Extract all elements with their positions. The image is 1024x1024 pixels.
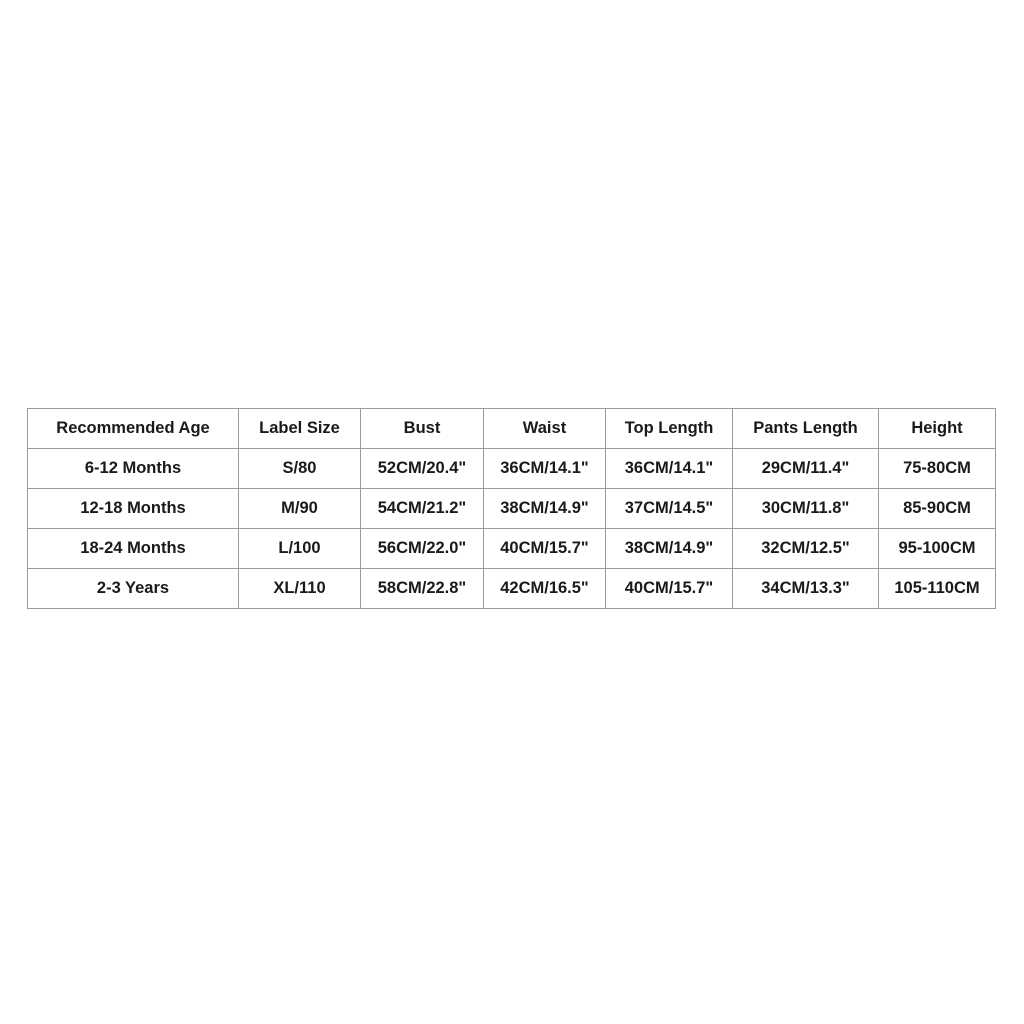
cell-height: 85-90CM (879, 489, 996, 529)
cell-waist: 40CM/15.7" (484, 529, 606, 569)
cell-top-length: 37CM/14.5" (606, 489, 733, 529)
cell-waist: 36CM/14.1" (484, 449, 606, 489)
table-header (28, 409, 996, 449)
table-row (28, 569, 996, 609)
cell-label-size: M/90 (239, 489, 361, 529)
cell-waist: 42CM/16.5" (484, 569, 606, 609)
header-top-length: Top Length (606, 409, 733, 449)
header-bust: Bust (361, 409, 484, 449)
cell-bust: 52CM/20.4" (361, 449, 484, 489)
cell-height: 95-100CM (879, 529, 996, 569)
header-row (28, 409, 996, 449)
cell-height: 105-110CM (879, 569, 996, 609)
cell-top-length: 36CM/14.1" (606, 449, 733, 489)
size-chart-table (27, 408, 996, 609)
cell-bust: 54CM/21.2" (361, 489, 484, 529)
header-recommended-age: Recommended Age (28, 409, 239, 449)
header-label-size: Label Size (239, 409, 361, 449)
header-pants-length: Pants Length (733, 409, 879, 449)
cell-label-size: XL/110 (239, 569, 361, 609)
cell-waist: 38CM/14.9" (484, 489, 606, 529)
cell-pants-length: 30CM/11.8" (733, 489, 879, 529)
table-body (28, 449, 996, 609)
header-waist: Waist (484, 409, 606, 449)
cell-label-size: S/80 (239, 449, 361, 489)
cell-top-length: 38CM/14.9" (606, 529, 733, 569)
table-row (28, 529, 996, 569)
cell-bust: 56CM/22.0" (361, 529, 484, 569)
cell-label-size: L/100 (239, 529, 361, 569)
cell-recommended-age: 18-24 Months (28, 529, 239, 569)
table-row (28, 489, 996, 529)
cell-pants-length: 32CM/12.5" (733, 529, 879, 569)
cell-height: 75-80CM (879, 449, 996, 489)
cell-pants-length: 29CM/11.4" (733, 449, 879, 489)
cell-top-length: 40CM/15.7" (606, 569, 733, 609)
cell-bust: 58CM/22.8" (361, 569, 484, 609)
cell-recommended-age: 6-12 Months (28, 449, 239, 489)
cell-recommended-age: 12-18 Months (28, 489, 239, 529)
table-row (28, 449, 996, 489)
cell-recommended-age: 2-3 Years (28, 569, 239, 609)
header-height: Height (879, 409, 996, 449)
cell-pants-length: 34CM/13.3" (733, 569, 879, 609)
